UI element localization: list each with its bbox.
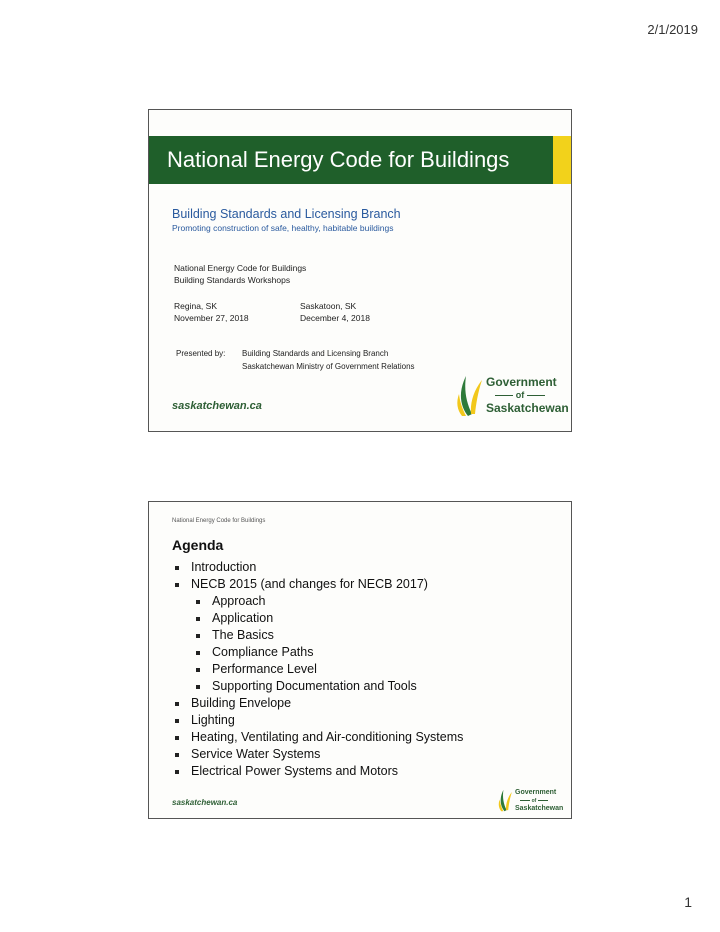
agenda-subitem-the-basics: The Basics bbox=[172, 627, 463, 644]
logo-saskatchewan: Saskatchewan bbox=[515, 805, 564, 812]
agenda-item-introduction: Introduction bbox=[172, 559, 463, 576]
branch-name: Building Standards and Licensing Branch bbox=[172, 207, 401, 221]
branch-tagline: Promoting construction of safe, healthy, habitable buildings bbox=[172, 223, 394, 233]
agenda-item-necb-2015: NECB 2015 (and changes for NECB 2017) bbox=[172, 576, 463, 593]
slide-title: National Energy Code for Buildings bbox=[167, 147, 510, 172]
agenda-subitem-supporting-docs: Supporting Documentation and Tools bbox=[172, 678, 463, 695]
presented-by-label: Presented by: bbox=[176, 349, 226, 358]
agenda-subitem-performance-level: Performance Level bbox=[172, 661, 463, 678]
agenda-list bbox=[172, 559, 463, 780]
logo-of bbox=[486, 390, 554, 400]
topic-line-1: National Energy Code for Buildings bbox=[174, 263, 307, 273]
logo-government: Government bbox=[486, 375, 557, 389]
venue-1-city: Regina, SK bbox=[174, 301, 217, 311]
logo-saskatchewan: Saskatchewan bbox=[486, 401, 569, 415]
title-slide bbox=[148, 109, 572, 432]
footer-url: saskatchewan.ca bbox=[172, 798, 238, 807]
venue-2-date: December 4, 2018 bbox=[300, 313, 370, 323]
page-number: 1 bbox=[684, 894, 692, 910]
topic-line-2: Building Standards Workshops bbox=[174, 275, 291, 285]
footer-url: saskatchewan.ca bbox=[172, 400, 262, 412]
agenda-item-electrical-power: Electrical Power Systems and Motors bbox=[172, 763, 463, 780]
agenda-subitem-application: Application bbox=[172, 610, 463, 627]
agenda-item-hvac: Heating, Ventilating and Air-conditioning Systems bbox=[172, 729, 463, 746]
agenda-item-lighting: Lighting bbox=[172, 712, 463, 729]
logo-of-text: of bbox=[515, 390, 525, 400]
venue-2-city: Saskatoon, SK bbox=[300, 301, 357, 311]
agenda-slide bbox=[148, 501, 572, 819]
logo-of bbox=[515, 798, 553, 804]
wheat-logo-icon bbox=[497, 787, 513, 813]
agenda-item-service-water: Service Water Systems bbox=[172, 746, 463, 763]
agenda-item-building-envelope: Building Envelope bbox=[172, 695, 463, 712]
logo-government: Government bbox=[515, 789, 557, 796]
wheat-logo-icon bbox=[454, 372, 484, 418]
agenda-title: Agenda bbox=[172, 537, 224, 553]
presenter-line-1: Building Standards and Licensing Branch bbox=[242, 349, 389, 358]
logo-of-text: of bbox=[531, 798, 537, 804]
agenda-subitem-compliance-paths: Compliance Paths bbox=[172, 644, 463, 661]
presenter-line-2: Saskatchewan Ministry of Government Relations bbox=[242, 362, 415, 371]
agenda-subitem-approach: Approach bbox=[172, 593, 463, 610]
venue-1-date: November 27, 2018 bbox=[174, 313, 249, 323]
title-accent-bar bbox=[553, 136, 572, 184]
slide-header: National Energy Code for Buildings bbox=[172, 518, 266, 524]
page-date: 2/1/2019 bbox=[647, 22, 698, 37]
